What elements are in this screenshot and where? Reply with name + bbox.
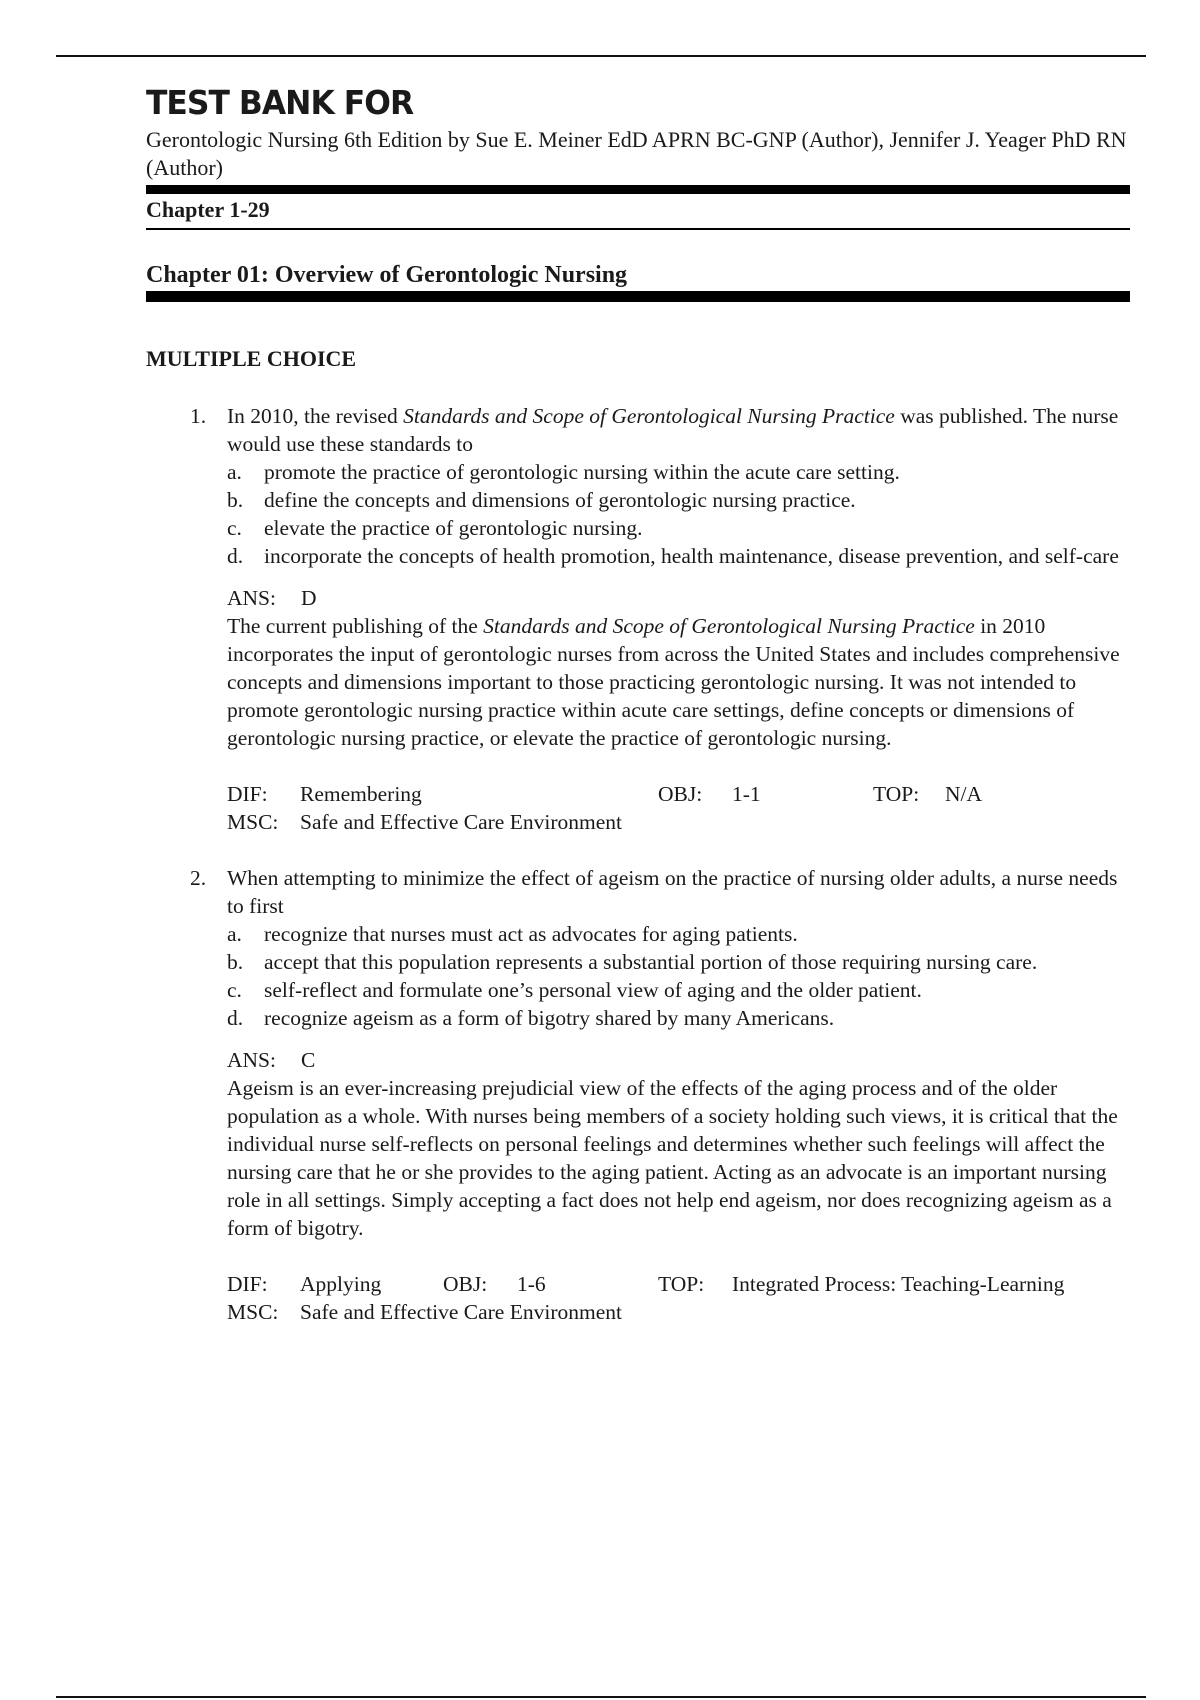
question-stem	[227, 402, 1130, 458]
option-text: recognize that nurses must act as advocates for aging patients.	[264, 922, 798, 946]
msc-label: MSC:	[227, 1300, 279, 1324]
obj-label: OBJ:	[443, 1272, 488, 1296]
question-metadata	[227, 780, 1130, 836]
option-letter: b.	[227, 488, 244, 512]
question-1	[146, 402, 1130, 836]
chapter-divider	[146, 291, 1130, 302]
option-text: recognize ageism as a form of bigotry shared by many Americans.	[264, 1006, 835, 1030]
option-text: accept that this population represents a substantial portion of those requiring nursing care.	[264, 950, 1038, 974]
dif-value: Applying	[300, 1272, 382, 1296]
obj-value: 1-6	[517, 1272, 546, 1296]
stem-italic-title: Standards and Scope of Gerontological Nursing Practice	[403, 404, 895, 428]
top-value: N/A	[945, 782, 983, 806]
msc-label: MSC:	[227, 810, 279, 834]
rationale-text: in 2010 incorporates the input of gerontologic nurses from across the United States and includes comprehensive concepts and dimensions important to those practicing gerontologic nursing. It was not intended to promote gerontologic nursing practice within acute care settings, define concepts or dimensions of gerontologic nursing practice, or elevate the practice of gerontologic nursing.	[227, 614, 1120, 750]
option-a	[227, 920, 1130, 948]
question-number: 1.	[190, 404, 207, 428]
top-label: TOP:	[658, 1272, 705, 1296]
header-divider-thin	[146, 228, 1130, 230]
dif-label: DIF:	[227, 782, 268, 806]
option-b	[227, 948, 1130, 976]
option-text: define the concepts and dimensions of gerontologic nursing practice.	[264, 488, 856, 512]
option-letter: d.	[227, 544, 244, 568]
msc-value: Safe and Effective Care Environment	[300, 810, 622, 834]
meta-row-1	[227, 1270, 1130, 1298]
obj-label: OBJ:	[658, 782, 703, 806]
dif-label: DIF:	[227, 1272, 268, 1296]
top-value: Integrated Process: Teaching-Learning	[732, 1272, 1065, 1296]
answer-rationale: Ageism is an ever-increasing prejudicial view of the effects of the aging process and of the older population as a whole. With nurses being members of a society holding such views, it is critical that the individual nurse self-reflects on personal feelings and determines whether such feelings will affect the nursing care that he or she provides to the aging patient. Acting as an advocate is an important nursing role in all settings. Simply accepting a fact does not help end ageism, nor does recognizing ageism as a form of bigotry.	[227, 1076, 1118, 1240]
top-label: TOP:	[873, 782, 920, 806]
option-text: self-reflect and formulate one’s personal view of aging and the older patient.	[264, 978, 922, 1002]
answer-options	[227, 920, 1130, 1032]
stem-text: was published. The nurse would use these standards to	[227, 404, 1119, 456]
option-text: promote the practice of gerontologic nursing within the acute care setting.	[264, 460, 900, 484]
meta-row-1	[227, 780, 1130, 808]
option-letter: c.	[227, 978, 242, 1002]
option-a	[227, 458, 1130, 486]
obj-value: 1-1	[732, 782, 761, 806]
option-c	[227, 976, 1130, 1004]
stem-text: In 2010, the revised	[227, 404, 404, 428]
answer-value: D	[301, 586, 317, 610]
question-stem: When attempting to minimize the effect of ageism on the practice of nursing older adults, a nurse needs to first	[227, 866, 1118, 918]
option-letter: d.	[227, 1006, 244, 1030]
question-number: 2.	[190, 866, 207, 890]
answer-label: ANS:	[227, 586, 276, 610]
chapter-title: Chapter 01: Overview of Gerontologic Nursing	[146, 262, 628, 288]
option-letter: a.	[227, 460, 242, 484]
meta-row-2	[227, 808, 1130, 836]
option-text: elevate the practice of gerontologic nursing.	[264, 516, 643, 540]
option-letter: c.	[227, 516, 242, 540]
answer-label: ANS:	[227, 1048, 276, 1072]
meta-row-2	[227, 1298, 1130, 1326]
answer-options	[227, 458, 1130, 570]
header-divider-thick	[146, 185, 1130, 194]
book-subtitle: Gerontologic Nursing 6th Edition by Sue E. Meiner EdD APRN BC-GNP (Author), Jennifer J. Yeager PhD RN (Author)	[146, 127, 1127, 180]
rationale-italic-title: Standards and Scope of Gerontological Nursing Practice	[483, 614, 975, 638]
document-page	[146, 84, 1130, 1326]
answer-key	[227, 584, 1130, 612]
option-d	[227, 1004, 1130, 1032]
option-c	[227, 514, 1130, 542]
question-metadata	[227, 1270, 1130, 1326]
chapter-range: Chapter 1-29	[146, 197, 270, 222]
dif-value: Remembering	[300, 782, 422, 806]
option-text: incorporate the concepts of health promotion, health maintenance, disease prevention, and self-care	[264, 544, 1119, 568]
option-letter: b.	[227, 950, 244, 974]
answer-value: C	[301, 1048, 316, 1072]
option-letter: a.	[227, 922, 242, 946]
top-rule	[56, 55, 1146, 57]
msc-value: Safe and Effective Care Environment	[300, 1300, 622, 1324]
question-2	[146, 864, 1130, 1326]
question-list	[146, 402, 1130, 1326]
section-heading: MULTIPLE CHOICE	[146, 346, 357, 371]
document-title: TEST BANK FOR	[146, 83, 414, 122]
option-b	[227, 486, 1130, 514]
rationale-text: The current publishing of the	[227, 614, 484, 638]
answer-rationale	[227, 612, 1130, 752]
option-d	[227, 542, 1130, 570]
answer-key	[227, 1046, 1130, 1074]
bottom-rule	[56, 1696, 1146, 1698]
